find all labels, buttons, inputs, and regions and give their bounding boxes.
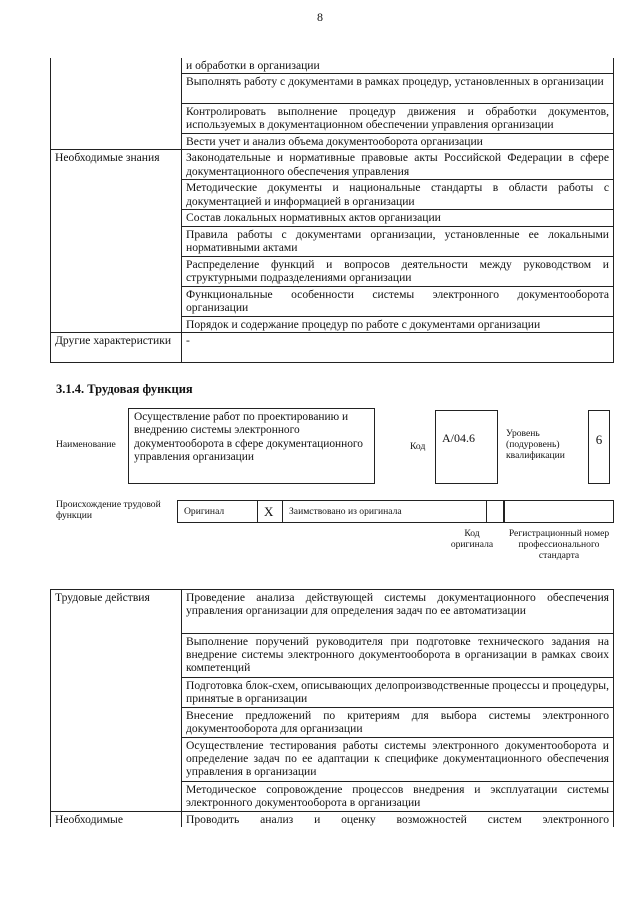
function-code-box: А/04.6: [435, 410, 498, 484]
section-title: 3.1.4. Трудовая функция: [56, 382, 193, 396]
row-label-actions: Трудовые действия: [51, 590, 182, 812]
row-text: Контролировать выполнение процедур движения и обработки документов, используемых в документационном обеспечении управления организации: [182, 104, 614, 134]
row-text: Осуществление тестирования работы системы электронного документооборота и определение задач по ее адаптации к специфике документационного обеспечения управления в организации: [182, 738, 614, 782]
row-label-knowledge: Необходимые: [51, 812, 182, 828]
page-number: 8: [317, 10, 323, 24]
row-text: Подготовка блок-схем, описывающих делопроизводственные процессы и процедуры, принятые в организации: [182, 678, 614, 708]
row-label-knowledge: Необходимые знания: [51, 150, 182, 332]
row-text: Порядок и содержание процедур по работе с документами организации: [182, 316, 614, 332]
row-text: Проводить анализ и оценку возможностей систем электронного: [182, 812, 614, 828]
code-label: Код: [410, 441, 426, 452]
origin-reg-box: [504, 500, 614, 523]
row-label: [51, 58, 182, 150]
origin-label: Происхождение трудовой функции: [56, 499, 161, 521]
labor-actions-table: [50, 589, 614, 827]
row-text: и обработки в организации: [182, 58, 614, 74]
code-caption: Код оригинала: [450, 528, 494, 550]
table-row: [51, 332, 614, 362]
origin-code-box: [438, 500, 504, 523]
table-row: [51, 590, 614, 634]
row-text: Законодательные и нормативные правовые акты Российской Федерации в сфере документационного обеспечения управления: [182, 150, 614, 180]
level-label: Уровень (подуровень) квалификации: [506, 428, 565, 461]
row-text: Выполнение поручений руководителя при подготовке технического задания на внедрение системы электронного документооборота в организации в рамках своих компетенций: [182, 634, 614, 678]
row-label-other: Другие характеристики: [51, 332, 182, 362]
row-text: -: [182, 332, 614, 362]
row-text: Правила работы с документами организации, установленные ее локальными нормативными актами: [182, 226, 614, 256]
row-text: Вести учет и анализ объема документооборота организации: [182, 134, 614, 150]
name-label: Наименование: [56, 439, 116, 450]
row-text: Выполнять работу с документами в рамках процедур, установленных в организации: [182, 74, 614, 104]
row-text: Функциональные особенности системы электронного документооборота организации: [182, 286, 614, 316]
table-row: [51, 150, 614, 180]
origin-borrowed: Заимствовано из оригинала: [289, 506, 402, 517]
top-requirements-table: [50, 58, 614, 363]
reg-caption: Регистрационный номер профессионального стандарта: [508, 528, 610, 561]
origin-mark: X: [258, 501, 283, 522]
table-row: [51, 58, 614, 74]
row-text: Проведение анализа действующей системы документационного обеспечения управления организации для определения задач по ее автоматизации: [182, 590, 614, 634]
row-text: Внесение предложений по критериям для выбора системы электронного документооборота для организации: [182, 708, 614, 738]
row-text: Состав локальных нормативных актов организации: [182, 210, 614, 226]
level-value-box: 6: [588, 410, 610, 484]
row-text: Методические документы и национальные стандарты в области работы с документацией и информацией в организации: [182, 180, 614, 210]
row-text: Распределение функций и вопросов деятельности между руководством и структурными подразделениями организации: [182, 256, 614, 286]
table-row: [51, 812, 614, 828]
function-name-box: Осуществление работ по проектированию и внедрению системы электронного документооборота в сфере документационного управления организации: [128, 408, 375, 484]
origin-original: Оригинал: [178, 501, 258, 522]
row-text: Методическое сопровождение процессов внедрения и эксплуатации системы электронного документооборота в организации: [182, 782, 614, 812]
